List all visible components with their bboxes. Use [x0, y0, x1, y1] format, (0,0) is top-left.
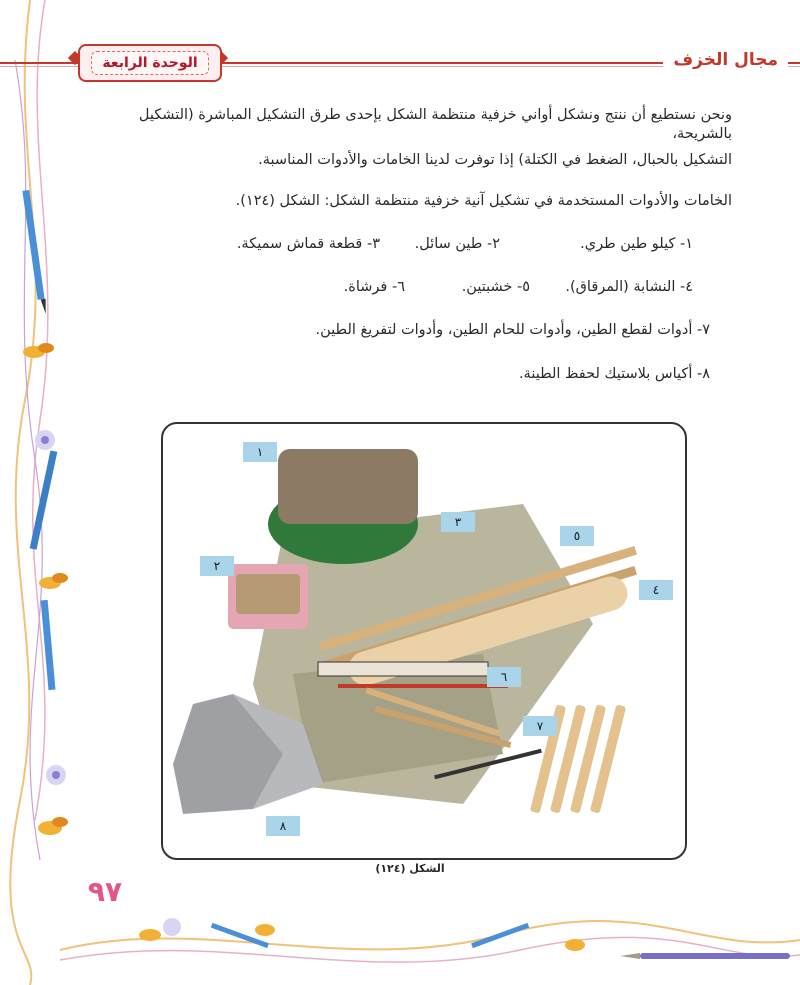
paragraph-intro-2: التشكيل بالحبال، الضغط في الكتلة) إذا توفرت لدينا الخامات والأدوات المناسبة. — [258, 152, 732, 168]
section-title: مجال الخزف — [663, 50, 788, 70]
figure-label-3: ٣ — [441, 512, 475, 532]
figure-label-8: ٨ — [266, 816, 300, 836]
butterfly-icon — [565, 939, 585, 951]
figure-label-6: ٦ — [487, 667, 521, 687]
butterfly-icon — [39, 573, 68, 589]
flower-icon — [35, 430, 55, 450]
paragraph-intro-1: ونحن نستطيع أن ننتج ونشكل أواني خزفية منتظمة الشكل بإحدى طرق التشكيل المباشرة (التشكيل بالشريحة، — [138, 107, 732, 142]
pencil-icon — [41, 600, 56, 690]
list-item: ٦- فرشاة. — [343, 279, 405, 295]
butterfly-icon — [139, 929, 161, 941]
figure-label-7: ٧ — [523, 716, 557, 736]
butterfly-icon — [255, 924, 275, 936]
clay-block-shape — [278, 449, 418, 524]
flower-icon — [46, 765, 66, 785]
page-number: ٩٧ — [87, 874, 123, 908]
butterfly-icon — [38, 817, 68, 835]
flower-icon — [163, 918, 181, 936]
butterfly-icon — [23, 343, 54, 358]
figure-label-1: ١ — [243, 442, 277, 462]
unit-badge-label: الوحدة الرابعة — [91, 51, 208, 75]
paintbrush-icon — [620, 953, 790, 959]
decorative-left-border — [0, 0, 75, 985]
figure-photo — [161, 422, 687, 860]
list-item: ٨- أكياس بلاستيك لحفظ الطينة. — [518, 366, 710, 382]
unit-badge — [78, 44, 222, 82]
figure-label-4: ٤ — [639, 580, 673, 600]
ceramics-tools-illustration — [163, 424, 685, 858]
brush-shape — [318, 662, 488, 676]
list-item: ٣- قطعة قماش سميكة. — [236, 236, 380, 252]
list-item: ٤- النشابة (المرقاق). — [565, 279, 693, 295]
list-item: ٥- خشبتين. — [461, 279, 530, 295]
figure-label-5: ٥ — [560, 526, 594, 546]
figure-label-2: ٢ — [200, 556, 234, 576]
pencil-icon — [471, 923, 529, 948]
list-item: ٢- طين سائل. — [414, 236, 500, 252]
list-item: ٧- أدوات لقطع الطين، وأدوات للحام الطين، وأدوات لتفريغ الطين. — [315, 322, 710, 338]
list-item: ١- كيلو طين طري. — [580, 236, 693, 252]
paragraph-materials-heading: الخامات والأدوات المستخدمة في تشكيل آنية خزفية منتظمة الشكل: الشكل (١٢٤). — [235, 193, 732, 209]
pencil-icon — [30, 450, 58, 549]
figure-caption: الشكل (١٢٤) — [375, 862, 445, 875]
